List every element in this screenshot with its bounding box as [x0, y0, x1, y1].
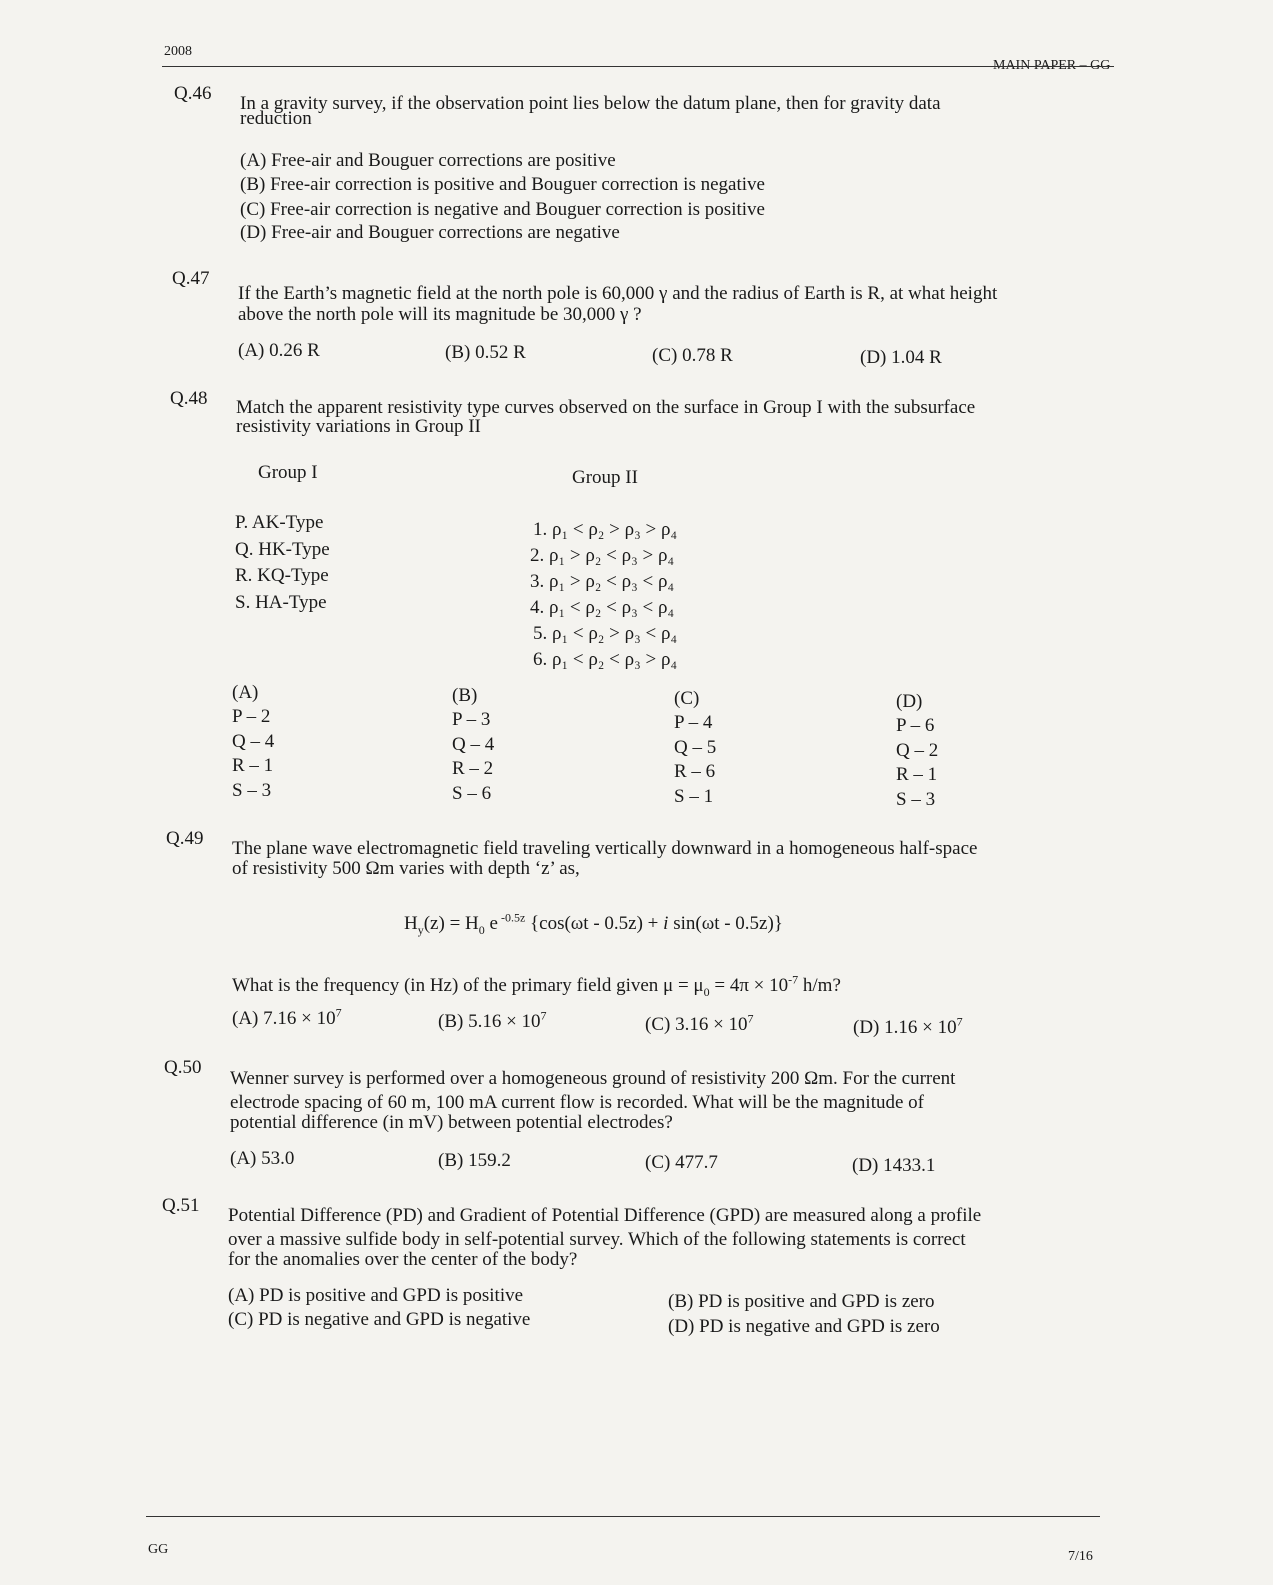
- q48-group2-2: 2. ρ₁ > ρ₂ < ρ₃ > ρ₄: [530, 545, 675, 566]
- q48-group1-s: S. HA-Type: [235, 592, 327, 613]
- q48-group2-3: 3. ρ₁ > ρ₂ < ρ₃ < ρ₄: [530, 571, 675, 592]
- footer-rule: [146, 1516, 1100, 1517]
- q48-group1-title: Group I: [258, 462, 318, 483]
- q48-answer-a-r: R – 1: [232, 755, 274, 776]
- q48-group2-5: 5. ρ₁ < ρ₂ > ρ₃ < ρ₄: [533, 623, 678, 644]
- q47-text-line1: If the Earth’s magnetic field at the north pole is 60,000 γ and the radius of Earth is R, at what height: [238, 283, 998, 304]
- q49-number: Q.49: [166, 828, 204, 849]
- q48-answer-a-q: Q – 4: [232, 731, 275, 752]
- q50-option-b: (B) 159.2: [438, 1150, 511, 1171]
- q47-option-d: (D) 1.04 R: [860, 347, 942, 368]
- q48-number: Q.48: [170, 388, 208, 409]
- q48-group1-p: P. AK-Type: [235, 512, 324, 533]
- q46-text-line1: In a gravity survey, if the observation point lies below the datum plane, then for gravity data: [240, 93, 941, 114]
- q50-option-d: (D) 1433.1: [852, 1155, 936, 1176]
- q48-answer-b-label: (B): [452, 685, 478, 706]
- q48-group2-4: 4. ρ₁ < ρ₂ < ρ₃ < ρ₄: [530, 597, 675, 618]
- footer-page: 7/16: [1068, 1549, 1093, 1564]
- q46-number: Q.46: [174, 83, 212, 104]
- q49-text-line2: of resistivity 500 Ωm varies with depth ‘z’ as,: [232, 858, 580, 879]
- q51-option-d: (D) PD is negative and GPD is zero: [668, 1316, 940, 1337]
- q51-option-a: (A) PD is positive and GPD is positive: [228, 1285, 524, 1306]
- q48-answer-d-r: R – 1: [896, 764, 938, 785]
- q49-option-b: (B) $5.16 \times 10^7$: [438, 1008, 547, 1032]
- q48-text-line1: Match the apparent resistivity type curves observed on the surface in Group I with the subsurface: [236, 397, 976, 418]
- q51-text-line2: over a massive sulfide body in self-potential survey. Which of the following statements is correct: [228, 1229, 966, 1250]
- q48-answer-a-s: S – 3: [232, 780, 272, 801]
- q51-text-line1: Potential Difference (PD) and Gradient of Potential Difference (GPD) are measured along a profile: [228, 1205, 982, 1226]
- q46-option-b: (B) Free-air correction is positive and Bouguer correction is negative: [240, 174, 765, 195]
- q50-option-c: (C) 477.7: [645, 1152, 718, 1173]
- q48-answer-c-q: Q – 5: [674, 737, 717, 758]
- q48-answer-b-p: P – 3: [452, 709, 491, 730]
- q48-answer-a-label: (A): [232, 682, 259, 703]
- q48-group2-6: 6. ρ₁ < ρ₂ < ρ₃ > ρ₄: [533, 649, 678, 670]
- q47-number: Q.47: [172, 268, 210, 289]
- q48-group1-r: R. KQ-Type: [235, 565, 329, 586]
- footer-code: GG: [148, 1542, 169, 1557]
- q47-option-b: (B) 0.52 R: [445, 342, 526, 363]
- q47-option-a: (A) 0.26 R: [238, 340, 320, 361]
- q46-option-a: (A) Free-air and Bouguer corrections are positive: [240, 150, 616, 171]
- q48-answer-b-q: Q – 4: [452, 734, 495, 755]
- q50-option-a: (A) 53.0: [230, 1148, 295, 1169]
- q47-text-line2: above the north pole will its magnitude be 30,000 γ ?: [238, 304, 642, 325]
- q51-number: Q.51: [162, 1195, 200, 1216]
- q51-option-b: (B) PD is positive and GPD is zero: [668, 1291, 935, 1312]
- q50-number: Q.50: [164, 1057, 202, 1078]
- q46-option-c: (C) Free-air correction is negative and Bouguer correction is positive: [240, 199, 765, 220]
- q48-answer-a-p: P – 2: [232, 706, 271, 727]
- q48-group2-title: Group II: [572, 467, 638, 488]
- q46-text-line2: reduction: [240, 108, 312, 129]
- q50-text-line1: Wenner survey is performed over a homogeneous ground of resistivity 200 Ωm. For the current: [230, 1068, 956, 1089]
- q51-text-line3: for the anomalies over the center of the body?: [228, 1249, 578, 1270]
- q48-group2-1: 1. ρ₁ < ρ₂ > ρ₃ > ρ₄: [533, 519, 678, 540]
- q48-text-line2: resistivity variations in Group II: [236, 416, 481, 437]
- q49-text-line1: The plane wave electromagnetic field traveling vertically downward in a homogeneous half-space: [232, 838, 978, 859]
- q49-option-c: (C) $3.16 \times 10^7$: [645, 1011, 754, 1035]
- q49-question: What is the frequency (in Hz) of the primary field given $\mu = \mu_0 = 4\pi \times 10^{-7}$ h/m?: [232, 972, 841, 999]
- q48-answer-c-r: R – 6: [674, 761, 716, 782]
- q50-text-line3: potential difference (in mV) between potential electrodes?: [230, 1112, 673, 1133]
- q46-option-d: (D) Free-air and Bouguer corrections are negative: [240, 222, 620, 243]
- header-rule: [162, 66, 1114, 67]
- q48-answer-c-s: S – 1: [674, 786, 714, 807]
- q51-option-c: (C) PD is negative and GPD is negative: [228, 1309, 531, 1330]
- q48-answer-d-q: Q – 2: [896, 740, 939, 761]
- q48-answer-d-p: P – 6: [896, 715, 935, 736]
- q48-answer-d-label: (D): [896, 691, 923, 712]
- q48-answer-b-r: R – 2: [452, 758, 494, 779]
- header-paper: MAIN PAPER – GG: [993, 58, 1111, 73]
- q49-option-a: (A) $7.16 \times 10^7$: [232, 1005, 342, 1029]
- q49-option-d: (D) $1.16 \times 10^7$: [853, 1014, 963, 1038]
- q48-answer-c-p: P – 4: [674, 712, 713, 733]
- q48-group1-q: Q. HK-Type: [235, 539, 330, 560]
- q49-equation: $H_y(z) = H_0$ e $^{-0.5z}$ {cos(ωt - 0.5z) + i sin(ωt - 0.5z)}: [404, 910, 783, 937]
- q48-answer-c-label: (C): [674, 688, 700, 709]
- q48-answer-d-s: S – 3: [896, 789, 936, 810]
- q47-option-c: (C) 0.78 R: [652, 345, 733, 366]
- header-year: 2008: [164, 44, 192, 59]
- q50-text-line2: electrode spacing of 60 m, 100 mA current flow is recorded. What will be the magnitude of: [230, 1092, 925, 1113]
- q48-answer-b-s: S – 6: [452, 783, 492, 804]
